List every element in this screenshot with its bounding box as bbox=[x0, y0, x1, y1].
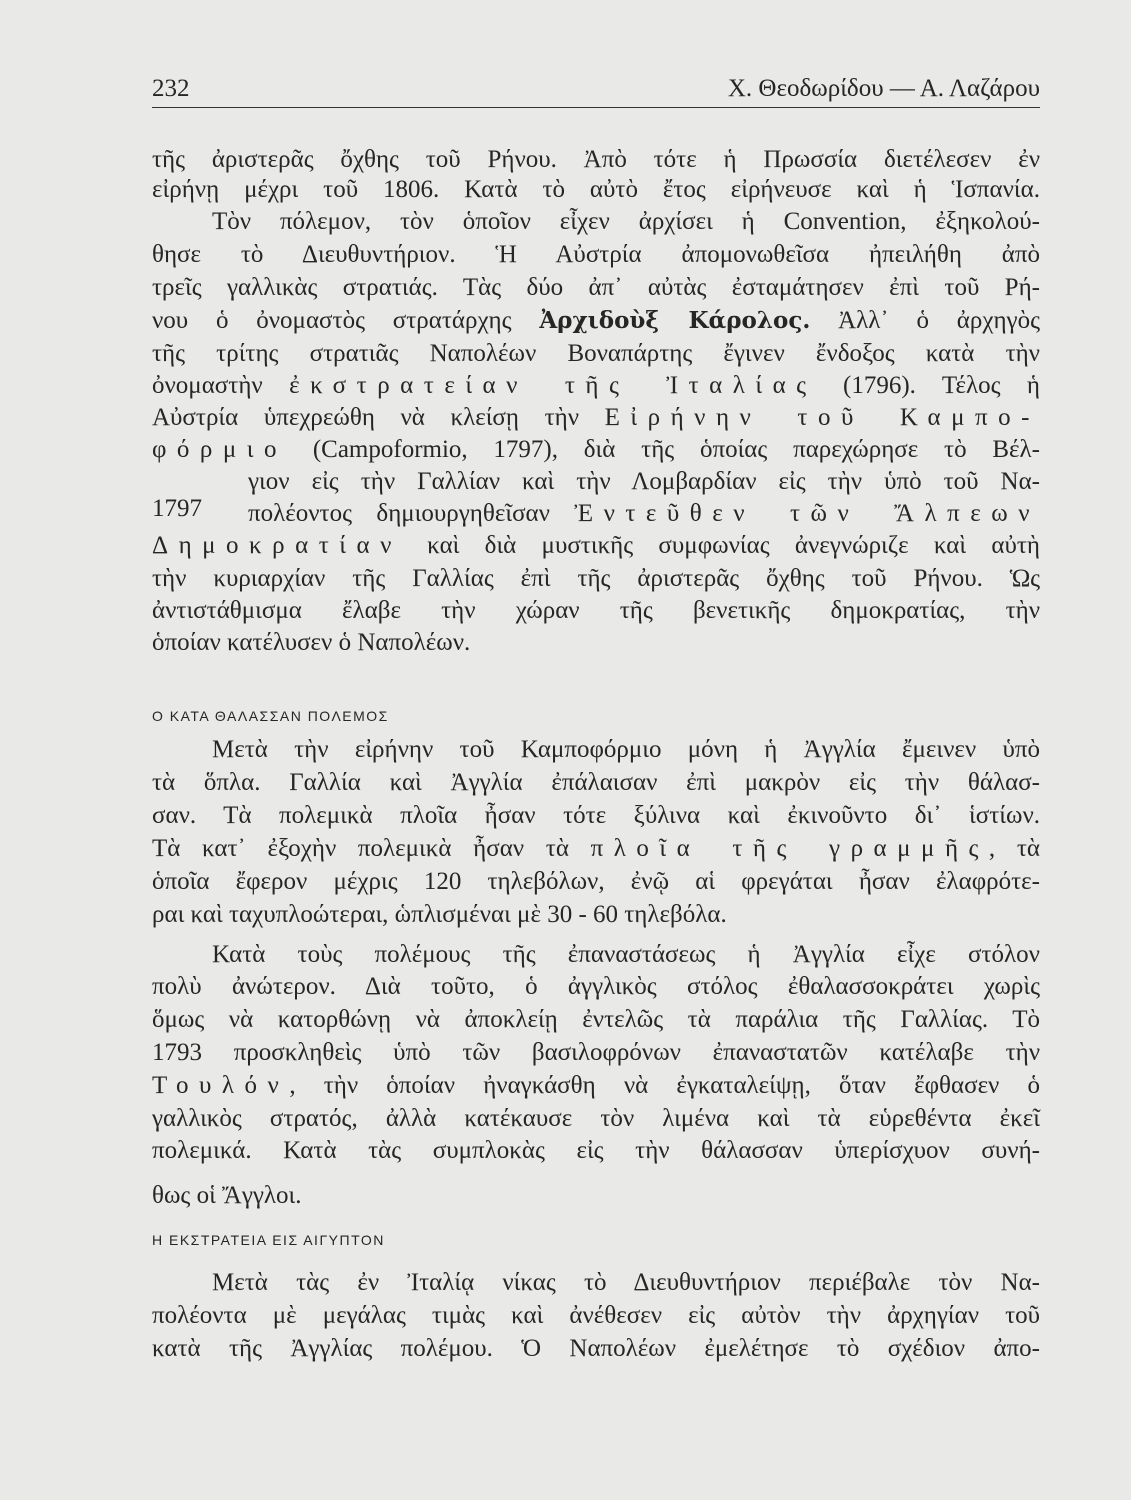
spaced-emphasis: ἐκστρατείαν τῆς Ἰταλίας bbox=[289, 372, 817, 399]
text-line: ὅμως νὰ κατορθώνῃ νὰ ἀποκλείῃ ἐντελῶς τὰ παράλια τῆς Γαλλίας. Τὸ bbox=[152, 1006, 1040, 1033]
text-segment: ὀνομαστὴν bbox=[152, 372, 290, 399]
text-segment: καὶ διὰ μυστικῆς συμφωνίας ἀνεγνώριζε καὶ αὐτὴ bbox=[401, 532, 1040, 559]
bold-name: Ἀρχιδοὺξ Κάρολος. bbox=[539, 307, 811, 334]
text-line bbox=[152, 370, 1040, 402]
text-segment: πολέοντος δημιουργηθεῖσαν bbox=[248, 500, 575, 527]
spaced-emphasis: πλοῖα τῆς γραμμῆς bbox=[590, 835, 989, 862]
text-line bbox=[152, 434, 1040, 466]
spaced-emphasis: Εἰρήνην τοῦ Καμπο- bbox=[604, 404, 1040, 431]
text-segment: , τὰ bbox=[988, 835, 1040, 862]
text-line: πολὺ ἀνώτερον. Διὰ τοῦτο, ὁ ἀγγλικὸς στόλος ἐθαλασσοκράτει χωρὶς bbox=[152, 973, 1040, 1000]
text-line: κατὰ τῆς Ἀγγλίας πολέμου. Ὁ Ναπολέων ἐμελέτησε τὸ σχέδιον ἀπο- bbox=[152, 1335, 1040, 1362]
section-heading: Η ΕΚΣΤΡΑΤΕΙΑ ΕΙΣ ΑΙΓΥΠΤΟΝ bbox=[152, 1232, 385, 1248]
text-line bbox=[152, 833, 1040, 865]
text-line: γαλλικὸς στρατός, ἀλλὰ κατέκαυσε τὸν λιμένα καὶ τὰ εὑρεθέντα ἐκεῖ bbox=[152, 1105, 1040, 1132]
margin-note-year: 1797 bbox=[152, 495, 202, 522]
text-segment: (1796). Τέλος ἡ bbox=[816, 372, 1040, 399]
text-line: τὰ ὅπλα. Γαλλία καὶ Ἀγγλία ἐπάλαισαν ἐπὶ μακρὸν εἰς τὴν θάλασ- bbox=[152, 769, 1040, 796]
text-line: γιον εἰς τὴν Γαλλίαν καὶ τὴν Λομβαρδίαν εἰς τὴν ὑπὸ τοῦ Να- bbox=[248, 468, 1040, 495]
section-heading: Ο ΚΑΤΑ ΘΑΛΑΣΣΑΝ ΠΟΛΕΜΟΣ bbox=[152, 708, 389, 724]
text-line: Κατὰ τοὺς πολέμους τῆς ἐπαναστάσεως ἡ Ἀγγλία εἶχε στόλον bbox=[212, 941, 1040, 968]
text-segment: νου ὁ ὀνομαστὸς στρατάρχης bbox=[152, 307, 540, 334]
text-line: θησε τὸ Διευθυντήριον. Ἡ Αὐστρία ἀπομονωθεῖσα ἠπειλήθη ἀπὸ bbox=[152, 241, 1040, 268]
text-line: τὴν κυριαρχίαν τῆς Γαλλίας ἐπὶ τῆς ἀριστερᾶς ὄχθης τοῦ Ρήνου. Ὡς bbox=[152, 565, 1040, 592]
text-line: τρεῖς γαλλικὰς στρατιάς. Τὰς δύο ἀπ᾽ αὐτὰς ἐσταμάτησεν ἐπὶ τοῦ Ρή- bbox=[152, 274, 1040, 301]
spaced-emphasis: Ἐντεῦθεν τῶν Ἄλπεων bbox=[574, 500, 1040, 527]
spaced-emphasis: φόρμιο bbox=[152, 436, 288, 463]
text-segment: Αὐστρία ὑπεχρεώθη νὰ κλείσῃ τὴν bbox=[152, 404, 605, 431]
text-line: σαν. Τὰ πολεμικὰ πλοῖα ἦσαν τότε ξύλινα καὶ ἐκινοῦντο δι᾽ ἱστίων. bbox=[152, 802, 1040, 829]
text-line: τῆς τρίτης στρατιᾶς Ναπολέων Βοναπάρτης ἔγινεν ἔνδοξος κατὰ τὴν bbox=[152, 340, 1040, 367]
text-segment: , τὴν ὁποίαν ἠναγκάσθη νὰ ἐγκαταλείψῃ, ὅταν ἔφθασεν ὁ bbox=[289, 1072, 1040, 1099]
text-line: θως οἱ Ἄγγλοι. bbox=[152, 1182, 302, 1209]
text-line bbox=[152, 530, 1040, 562]
header-rule bbox=[152, 107, 1040, 108]
text-line: εἰρήνῃ μέχρι τοῦ 1806. Κατὰ τὸ αὐτὸ ἔτος εἰρήνευσε καὶ ἡ Ἱσπανία. bbox=[152, 176, 1040, 203]
text-segment: (Campoformio, 1797), διὰ τῆς ὁποίας παρεχώρησε τὸ Βέλ- bbox=[287, 436, 1040, 463]
spaced-emphasis: Τουλόν bbox=[152, 1072, 290, 1099]
text-line: 1793 προσκληθεὶς ὑπὸ τῶν βασιλοφρόνων ἐπαναστατῶν κατέλαβε τὴν bbox=[152, 1039, 1040, 1066]
text-line: ἀντιστάθμισμα ἔλαβε τὴν χώραν τῆς βενετικῆς δημοκρατίας, τὴν bbox=[152, 597, 1040, 624]
text-segment: Τὰ κατ᾽ ἐξοχὴν πολεμικὰ ἦσαν τὰ bbox=[152, 835, 591, 862]
text-line: ὁποῖα ἔφερον μέχρις 120 τηλεβόλων, ἐνῷ αἱ φρεγάται ἦσαν ἐλαφρότε- bbox=[152, 868, 1040, 895]
text-line bbox=[152, 402, 1040, 434]
text-line: ραι καὶ ταχυπλοώτεραι, ὡπλισμέναι μὲ 30 - 60 τηλεβόλα. bbox=[152, 901, 727, 928]
text-line: ὁποίαν κατέλυσεν ὁ Ναπολέων. bbox=[152, 629, 471, 656]
text-line: τῆς ἀριστερᾶς ὄχθης τοῦ Ρήνου. Ἀπὸ τότε ἡ Πρωσσία διετέλεσεν ἐν bbox=[152, 146, 1040, 173]
text-line: Τὸν πόλεμον, τὸν ὁποῖον εἶχεν ἀρχίσει ἡ Convention, ἐξηκολού- bbox=[212, 208, 1040, 235]
text-line: Μετὰ τὴν εἰρήνην τοῦ Καμποφόρμιο μόνη ἡ Ἀγγλία ἔμεινεν ὑπὸ bbox=[212, 736, 1040, 763]
text-line: πολέοντα μὲ μεγάλας τιμὰς καὶ ἀνέθεσεν εἰς αὐτὸν τὴν ἀρχηγίαν τοῦ bbox=[152, 1302, 1040, 1329]
text-line: πολεμικά. Κατὰ τὰς συμπλοκὰς εἰς τὴν θάλασσαν ὑπερίσχυον συνή- bbox=[152, 1137, 1040, 1164]
running-title: Χ. Θεοδωρίδου — Α. Λαζάρου bbox=[727, 75, 1040, 102]
text-line bbox=[152, 305, 1040, 337]
text-line: Μετὰ τὰς ἐν Ἰταλίᾳ νίκας τὸ Διευθυντήριον περιέβαλε τὸν Να- bbox=[212, 1269, 1040, 1296]
text-segment: Ἀλλ᾽ ὁ ἀρχηγὸς bbox=[810, 307, 1040, 334]
text-line bbox=[248, 498, 1040, 530]
text-line bbox=[152, 1070, 1040, 1102]
page-number: 232 bbox=[152, 75, 190, 102]
spaced-emphasis: Δημοκρατίαν bbox=[152, 532, 402, 559]
